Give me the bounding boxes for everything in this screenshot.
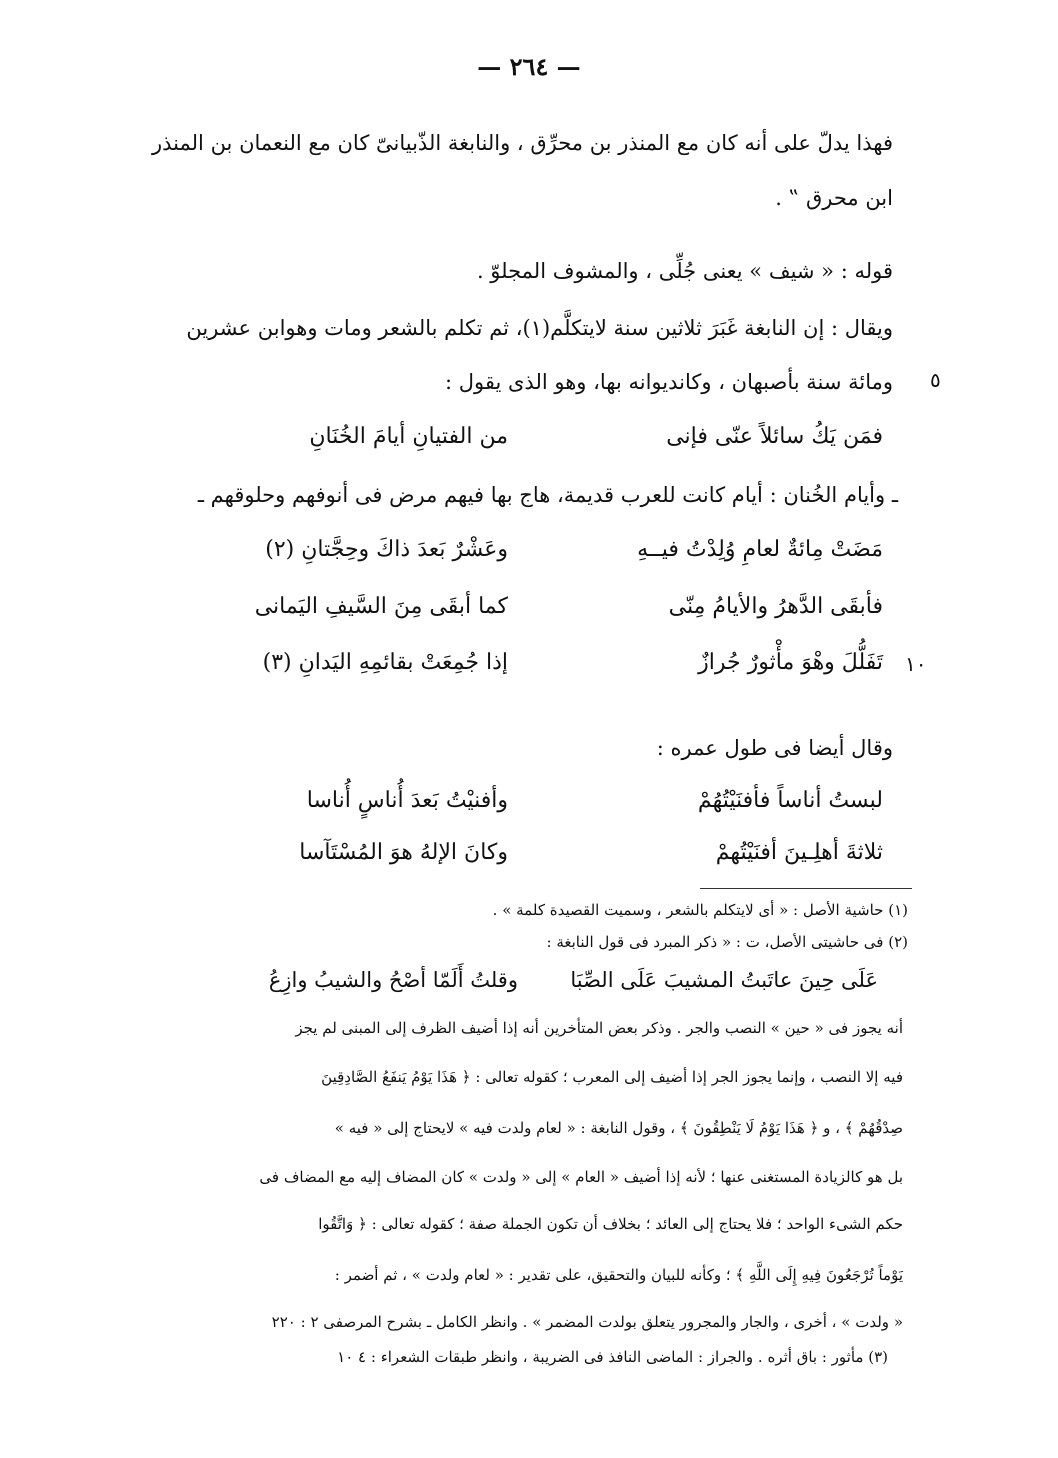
footnote-line-4: بل هو كالزيادة المستغنى عنها ؛ لأنه إذا أضيف « العام » إلى « ولدت » كان المضاف إليه مع المضاف فى — [259, 1168, 903, 1186]
verse-1-first-hemistich: فمَن يَكُ سائلاً عنّى فإنى — [666, 424, 883, 449]
footnote-line-7: « ولدت » ، أخرى ، والجار والمجرور يتعلق بولدت المضمر » . وانظر الكامل ـ بشرح المرصفى ٢ : ٢٢٠ — [271, 1313, 903, 1331]
body-line-after-verses: وقال أيضا فى طول عمره : — [656, 736, 893, 760]
verse-3-second-hemistich: كما أبقَى مِنَ السَّيفِ اليَمانى — [254, 594, 508, 619]
footnote-verse-second: وقلتُ أَلَمّا أصْحُ والشيبُ وازِعُ — [268, 968, 518, 992]
line-number-10: ١٠ — [905, 652, 927, 676]
verse-2-second-hemistich: وعَشْرٌ بَعدَ ذاكَ وحِجَّتانِ (٢) — [265, 537, 508, 562]
body-line-3: قوله : « شيف » يعنى جُلِّى ، والمشوف المجلوّ . — [476, 259, 893, 283]
body-line-2: ابن محرق ‟ . — [775, 186, 893, 210]
body-line-1: فهذا يدلّ على أنه كان مع المنذر بن محرِّق ، والنابغة الذّبيانىّ كان مع النعمان بن المنذر — [152, 131, 893, 155]
verse-5-first-hemistich: لبستُ أناساً فأفنَيْتُهُمْ — [697, 788, 883, 813]
verse-6-second-hemistich: وكانَ الإلهُ هوَ المُسْتَآسا — [299, 840, 508, 865]
verse-6-first-hemistich: ثلاثةَ أهلِـينَ أفنَيْتُهمْ — [715, 840, 883, 865]
footnote-line-6: يَوْماً تُرْجَعُونَ فِيهِ إِلَى اللَّهِ ﴾ ؛ وكأنه للبيان والتحقيق، على تقدير : « لعام ولدت » ، ثم أضمر : — [334, 1266, 903, 1284]
footnote-line-1: أنه يجوز فى « حين » النصب والجر . وذكر بعض المتأخرين أنه إذا أضيف الظرف إلى المبنى لم يجز — [295, 1019, 903, 1037]
note-line: ـ وأيام الخُنان : أيام كانت للعرب قديمة، هاج بها فيهم مرض فى أنوفهم وحلوقهم ـ — [197, 483, 898, 507]
verse-1-second-hemistich: من الفتيانِ أيامَ الخُنَانِ — [309, 424, 508, 449]
verse-4-second-hemistich: إذا جُمِعَتْ بقائمِهِ اليَدانِ (٣) — [262, 650, 508, 675]
footnote-verse-first: عَلَى حِينَ عاتَبتُ المشيبَ عَلَى الصِّبَا — [570, 968, 878, 992]
footnote-line-2: فيه إلا النصب ، وإنما يجوز الجر إذا أضيف إلى المعرب ؛ كقوله تعالى : ﴿ هَذَا يَوْمُ يَنفَعُ الصَّادِقِينَ — [321, 1068, 903, 1086]
footnote-line-3: صِدْقُهُمْ ﴾ ، و ﴿ هَذَا يَوْمُ لَا يَنْطِقُونَ ﴾ ، وقول النابغة : « لعام ولدت فيه » لايحتاج إلى « فيه » — [334, 1119, 903, 1137]
footnote-1: (١) حاشية الأصل : « أى لايتكلم بالشعر ، وسميت القصيدة كلمة » . — [492, 901, 908, 919]
footnote-2: (٢) فى حاشيتى الأصل، ت : « ذكر المبرد فى قول النابغة : — [546, 933, 908, 951]
body-line-4: ويقال : إن النابغة غَبَرَ ثلاثين سنة لايتكلَّم(١)، ثم تكلم بالشعر ومات وهوابن عشرين — [186, 316, 893, 340]
footnote-line-5: حكم الشىء الواحد ؛ فلا يحتاج إلى العائد ؛ بخلاف أن تكون الجملة صفة ؛ كقوله تعالى : ﴿ وَاتَّقُوا — [318, 1215, 903, 1233]
footnote-separator — [700, 888, 912, 889]
page-number: — ٢٦٤ — — [477, 52, 581, 81]
line-number-5: ٥ — [930, 368, 941, 392]
verse-3-first-hemistich: فأبقَى الدَّهرُ والأيامُ مِنّى — [668, 594, 883, 619]
body-line-5: ومائة سنة بأصبهان ، وكانديوانه بها، وهو الذى يقول : — [445, 370, 893, 394]
verse-2-first-hemistich: مَضَتْ مِائةٌ لعامِ وُلِدْتُ فيــهِ — [637, 537, 883, 562]
verse-4-first-hemistich: تَفَلُّلَ وهْوَ مأْثورٌ جُرازٌ — [698, 650, 883, 675]
verse-5-second-hemistich: وأفنيْتُ بَعدَ أُناسٍ أُناسا — [306, 788, 508, 813]
footnote-3: (٣) مأثور : باق أثره . والجراز : الماضى النافذ فى الضريبة ، وانظر طبقات الشعراء : ٤ ١٠ — [337, 1348, 888, 1366]
